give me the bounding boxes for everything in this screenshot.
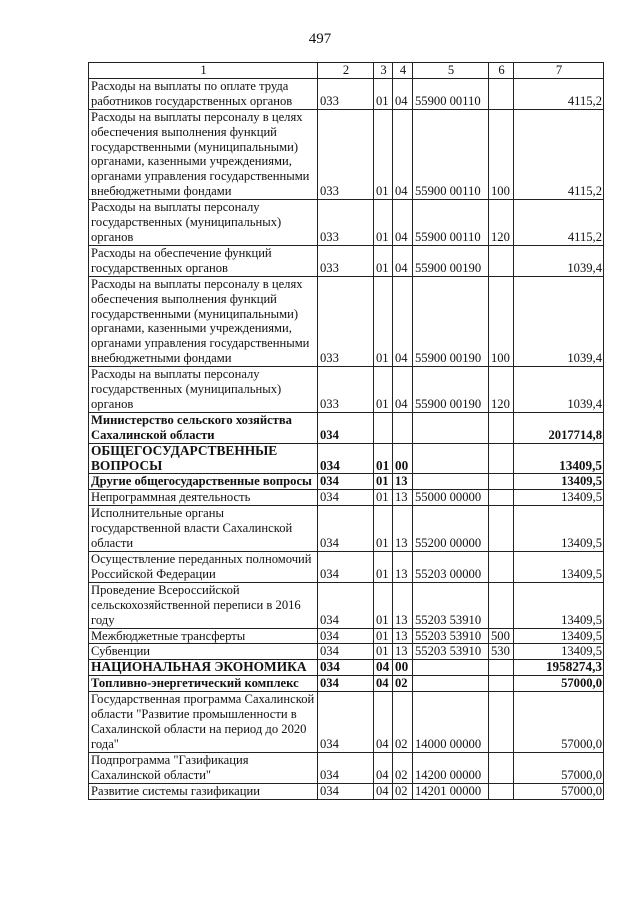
row-amount: 13409,5 [514,582,604,628]
row-ved-code: 034 [318,644,374,660]
row-name: Расходы на выплаты персоналу в целях обеспечения выполнения функций государственными (муниципальными) органами, казенными учреждениями, органами управления государственными внебюджетными фондами [89,109,318,199]
row-ved-code: 034 [318,474,374,490]
header-col-amount: 7 [514,63,604,79]
row-subsection-code: 00 [393,443,413,474]
row-amount: 13409,5 [514,474,604,490]
row-section-code: 04 [374,752,393,783]
row-target-article: 55900 00110 [413,109,489,199]
row-section-code: 04 [374,783,393,799]
table-row [89,660,604,676]
row-section-code: 01 [374,245,393,276]
row-name: Осуществление переданных полномочий Российской Федерации [89,552,318,583]
row-name: Субвенции [89,644,318,660]
row-expense-type [489,692,514,753]
row-subsection-code: 02 [393,692,413,753]
row-name: Государственная программа Сахалинской области "Развитие промышленности в Сахалинской области на период до 2020 года" [89,692,318,753]
page-number: 497 [308,31,332,47]
row-amount: 57000,0 [514,752,604,783]
header-col-rz: 3 [374,63,393,79]
row-amount: 1039,4 [514,245,604,276]
table-row [89,474,604,490]
row-name: Развитие системы газификации [89,783,318,799]
row-subsection-code: 00 [393,660,413,676]
row-amount: 13409,5 [514,490,604,506]
row-name: Непрограммная деятельность [89,490,318,506]
row-subsection-code: 02 [393,676,413,692]
row-target-article [413,676,489,692]
row-ved-code: 034 [318,506,374,552]
row-section-code: 04 [374,692,393,753]
row-amount: 4115,2 [514,78,604,109]
row-section-code: 01 [374,367,393,413]
row-expense-type [489,752,514,783]
row-target-article: 55900 00190 [413,276,489,366]
row-target-article: 55900 00110 [413,200,489,246]
row-amount: 4115,2 [514,109,604,199]
row-target-article [413,443,489,474]
row-expense-type [489,474,514,490]
row-name: Расходы на выплаты персоналу государственных (муниципальных) органов [89,367,318,413]
row-target-article: 55203 00000 [413,552,489,583]
row-target-article: 55900 00190 [413,245,489,276]
row-target-article: 55900 00190 [413,367,489,413]
row-ved-code: 034 [318,752,374,783]
header-col-name: 1 [89,63,318,79]
row-amount: 13409,5 [514,552,604,583]
table-row [89,692,604,753]
row-subsection-code: 13 [393,506,413,552]
row-section-code: 01 [374,109,393,199]
row-subsection-code: 04 [393,367,413,413]
row-expense-type [489,783,514,799]
header-col-vr: 6 [489,63,514,79]
row-target-article: 14201 00000 [413,783,489,799]
row-section-code: 01 [374,490,393,506]
row-target-article: 55200 00000 [413,506,489,552]
row-section-code: 01 [374,644,393,660]
row-target-article: 55203 53910 [413,582,489,628]
row-expense-type [489,660,514,676]
row-target-article: 55000 00000 [413,490,489,506]
table-row [89,245,604,276]
row-subsection-code [393,412,413,443]
row-ved-code: 033 [318,245,374,276]
table-row [89,78,604,109]
row-name: Проведение Всероссийской сельскохозяйственной переписи в 2016 году [89,582,318,628]
row-expense-type [489,490,514,506]
row-section-code: 04 [374,676,393,692]
row-expense-type: 500 [489,628,514,644]
table-row [89,552,604,583]
row-ved-code: 034 [318,412,374,443]
table-row [89,783,604,799]
row-expense-type [489,506,514,552]
budget-table [88,62,604,800]
row-subsection-code: 02 [393,783,413,799]
row-target-article [413,660,489,676]
table-header-row [89,63,604,79]
row-ved-code: 034 [318,628,374,644]
row-amount: 1958274,3 [514,660,604,676]
row-amount: 13409,5 [514,628,604,644]
row-section-code: 01 [374,78,393,109]
row-expense-type [489,676,514,692]
row-name: Межбюджетные трансферты [89,628,318,644]
row-target-article: 55900 00110 [413,78,489,109]
row-subsection-code: 13 [393,490,413,506]
table-row [89,412,604,443]
table-row [89,367,604,413]
row-amount: 13409,5 [514,644,604,660]
row-subsection-code: 13 [393,628,413,644]
row-target-article [413,474,489,490]
table-row [89,200,604,246]
table-row [89,676,604,692]
row-expense-type: 100 [489,109,514,199]
table-row [89,582,604,628]
row-expense-type [489,552,514,583]
row-name: Расходы на выплаты персоналу в целях обеспечения выполнения функций государственными (муниципальными) органами, казенными учреждениями, органами управления государственными внебюджетными фондами [89,276,318,366]
row-ved-code: 034 [318,676,374,692]
table-row [89,752,604,783]
row-amount: 1039,4 [514,367,604,413]
row-subsection-code: 04 [393,276,413,366]
row-amount: 13409,5 [514,443,604,474]
row-ved-code: 033 [318,109,374,199]
row-section-code: 01 [374,474,393,490]
row-name: ОБЩЕГОСУДАРСТВЕННЫЕ ВОПРОСЫ [89,443,318,474]
header-col-csr: 5 [413,63,489,79]
row-name: Расходы на выплаты по оплате труда работников государственных органов [89,78,318,109]
row-section-code: 01 [374,582,393,628]
row-section-code: 01 [374,200,393,246]
table-row [89,276,604,366]
row-expense-type [489,245,514,276]
row-ved-code: 034 [318,490,374,506]
row-name: Другие общегосударственные вопросы [89,474,318,490]
row-expense-type [489,582,514,628]
row-ved-code: 034 [318,660,374,676]
header-col-pr: 4 [393,63,413,79]
row-amount: 57000,0 [514,692,604,753]
row-expense-type: 120 [489,200,514,246]
row-subsection-code: 04 [393,109,413,199]
row-name: Расходы на выплаты персоналу государственных (муниципальных) органов [89,200,318,246]
table-row [89,490,604,506]
row-section-code: 04 [374,660,393,676]
row-section-code: 01 [374,443,393,474]
row-ved-code: 033 [318,367,374,413]
row-name: Министерство сельского хозяйства Сахалинской области [89,412,318,443]
row-subsection-code: 13 [393,552,413,583]
row-expense-type [489,78,514,109]
row-section-code: 01 [374,552,393,583]
row-amount: 57000,0 [514,676,604,692]
row-name: Расходы на обеспечение функций государственных органов [89,245,318,276]
row-amount: 1039,4 [514,276,604,366]
row-ved-code: 034 [318,582,374,628]
row-ved-code: 034 [318,443,374,474]
row-amount: 13409,5 [514,506,604,552]
row-expense-type: 530 [489,644,514,660]
row-target-article [413,412,489,443]
row-subsection-code: 04 [393,200,413,246]
row-target-article: 55203 53910 [413,628,489,644]
row-target-article: 55203 53910 [413,644,489,660]
table-row [89,109,604,199]
row-subsection-code: 04 [393,78,413,109]
row-subsection-code: 04 [393,245,413,276]
row-subsection-code: 13 [393,582,413,628]
row-section-code: 01 [374,506,393,552]
row-ved-code: 033 [318,276,374,366]
row-expense-type [489,412,514,443]
row-name: НАЦИОНАЛЬНАЯ ЭКОНОМИКА [89,660,318,676]
row-target-article: 14200 00000 [413,752,489,783]
table-row [89,443,604,474]
table-row [89,506,604,552]
row-amount: 2017714,8 [514,412,604,443]
row-name: Подпрограмма "Газификация Сахалинской области" [89,752,318,783]
row-amount: 4115,2 [514,200,604,246]
table-row [89,628,604,644]
row-subsection-code: 02 [393,752,413,783]
row-name: Топливно-энергетический комплекс [89,676,318,692]
row-amount: 57000,0 [514,783,604,799]
row-ved-code: 034 [318,552,374,583]
row-subsection-code: 13 [393,474,413,490]
header-col-ved: 2 [318,63,374,79]
row-subsection-code: 13 [393,644,413,660]
row-expense-type: 100 [489,276,514,366]
row-section-code: 01 [374,628,393,644]
row-section-code: 01 [374,276,393,366]
table-row [89,644,604,660]
row-section-code [374,412,393,443]
row-expense-type: 120 [489,367,514,413]
row-ved-code: 033 [318,200,374,246]
row-ved-code: 033 [318,78,374,109]
row-ved-code: 034 [318,783,374,799]
row-name: Исполнительные органы государственной власти Сахалинской области [89,506,318,552]
row-expense-type [489,443,514,474]
row-target-article: 14000 00000 [413,692,489,753]
row-ved-code: 034 [318,692,374,753]
